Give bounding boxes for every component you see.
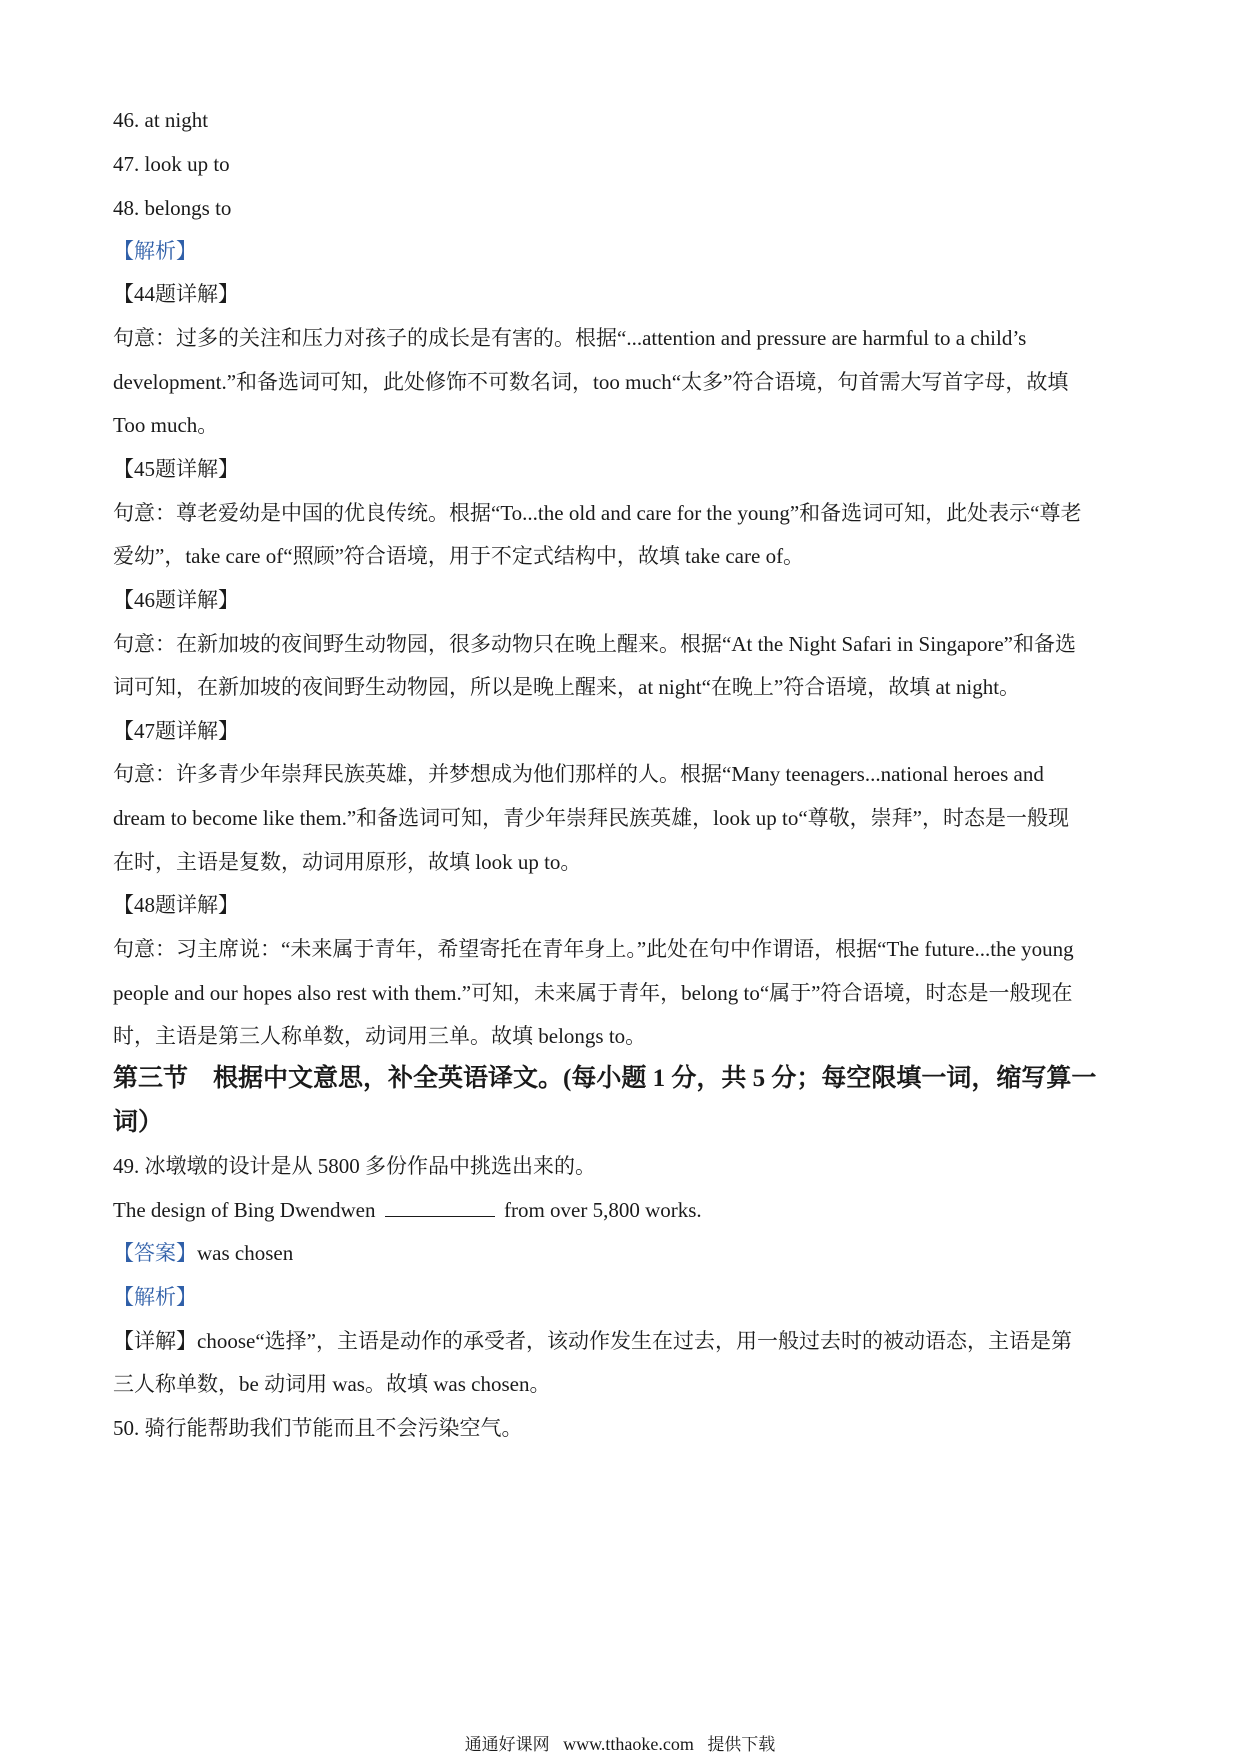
answer-46: 46. at night — [113, 108, 209, 132]
q48-line: 时，主语是第三人称单数，动词用三单。故填 belongs to。 — [113, 1024, 647, 1048]
page-footer — [0, 1734, 1240, 1755]
q49-answer-blank — [385, 1198, 495, 1217]
q50-prompt: 50. 骑行能帮助我们节能而且不会污染空气。 — [113, 1416, 523, 1440]
section-heading: 第三节 根据中文意思，补全英语译文。(每小题 1 分，共 5 分；每空限填一词，缩写算一 — [113, 1065, 1097, 1092]
q47-line: 在时，主语是复数，动词用原形，故填 look up to。 — [113, 850, 582, 874]
footer-download: 提供下载 — [707, 1735, 776, 1755]
q44-title: 【44题详解】 — [113, 282, 239, 306]
footer-url: www.tthaoke.com — [563, 1734, 694, 1754]
q49-prompt: 49. 冰墩墩的设计是从 5800 多份作品中挑选出来的。 — [113, 1154, 596, 1178]
q45-title: 【45题详解】 — [113, 457, 239, 481]
q49-detail-cont: 三人称单数，be 动词用 was。故填 was chosen。 — [113, 1372, 551, 1396]
q48-line: 句意：习主席说：“未来属于青年，希望寄托在青年身上。”此处在句中作谓语，根据“The future...the young — [113, 937, 1074, 961]
analysis-label: 【解析】 — [113, 239, 197, 263]
answer-text: was chosen — [197, 1241, 294, 1265]
q45-line: 爱幼”，take care of“照顾”符合语境，用于不定式结构中，故填 take care of。 — [113, 544, 805, 568]
q49-sentence-after: from over 5,800 works. — [503, 1198, 702, 1222]
q47-line: 句意：许多青少年崇拜民族英雄，并梦想成为他们那样的人。根据“Many teenagers...national heroes and — [113, 762, 1044, 786]
q48-title: 【48题详解】 — [113, 893, 239, 917]
q46-line: 句意：在新加坡的夜间野生动物园，很多动物只在晚上醒来。根据“At the Night Safari in Singapore”和备选 — [113, 632, 1077, 656]
q49-analysis-label: 【解析】 — [113, 1285, 197, 1309]
answer-47: 47. look up to — [113, 152, 230, 176]
q46-line: 词可知，在新加坡的夜间野生动物园，所以是晚上醒来，at night“在晚上”符合语境，故填 at night。 — [113, 675, 1021, 699]
answer-label: 【答案】 — [113, 1241, 197, 1265]
q44-line: Too much。 — [113, 413, 219, 437]
section-heading-cont: 词） — [113, 1109, 164, 1136]
q49-sentence-before: The design of Bing Dwendwen — [113, 1198, 376, 1222]
q48-line: people and our hopes also rest with them.”可知，未来属于青年，belong to“属于”符合语境，时态是一般现在 — [113, 981, 1073, 1005]
q44-line: 句意：过多的关注和压力对孩子的成长是有害的。根据“...attention and pressure are harmful to a child’s — [113, 326, 1027, 350]
q47-title: 【47题详解】 — [113, 719, 239, 743]
q49-detail — [113, 1327, 1133, 1355]
detail-label: 【详解】 — [113, 1329, 197, 1353]
q44-line: development.”和备选词可知，此处修饰不可数名词，too much“太多”符合语境，句首需大写首字母，故填 — [113, 370, 1069, 394]
footer-site-name: 通通好课网 — [464, 1735, 550, 1755]
detail-text: choose“选择”，主语是动作的承受者，该动作发生在过去，用一般过去时的被动语态，主语是第 — [197, 1329, 1072, 1353]
q45-line: 句意：尊老爱幼是中国的优良传统。根据“To...the old and care for the young”和备选词可知，此处表示“尊老 — [113, 501, 1082, 525]
answer-48: 48. belongs to — [113, 196, 232, 220]
q47-line: dream to become like them.”和备选词可知，青少年崇拜民族英雄，look up to“尊敬，崇拜”，时态是一般现 — [113, 806, 1069, 830]
q46-title: 【46题详解】 — [113, 588, 239, 612]
q49-answer — [113, 1239, 1133, 1267]
q49-sentence — [113, 1196, 1133, 1224]
